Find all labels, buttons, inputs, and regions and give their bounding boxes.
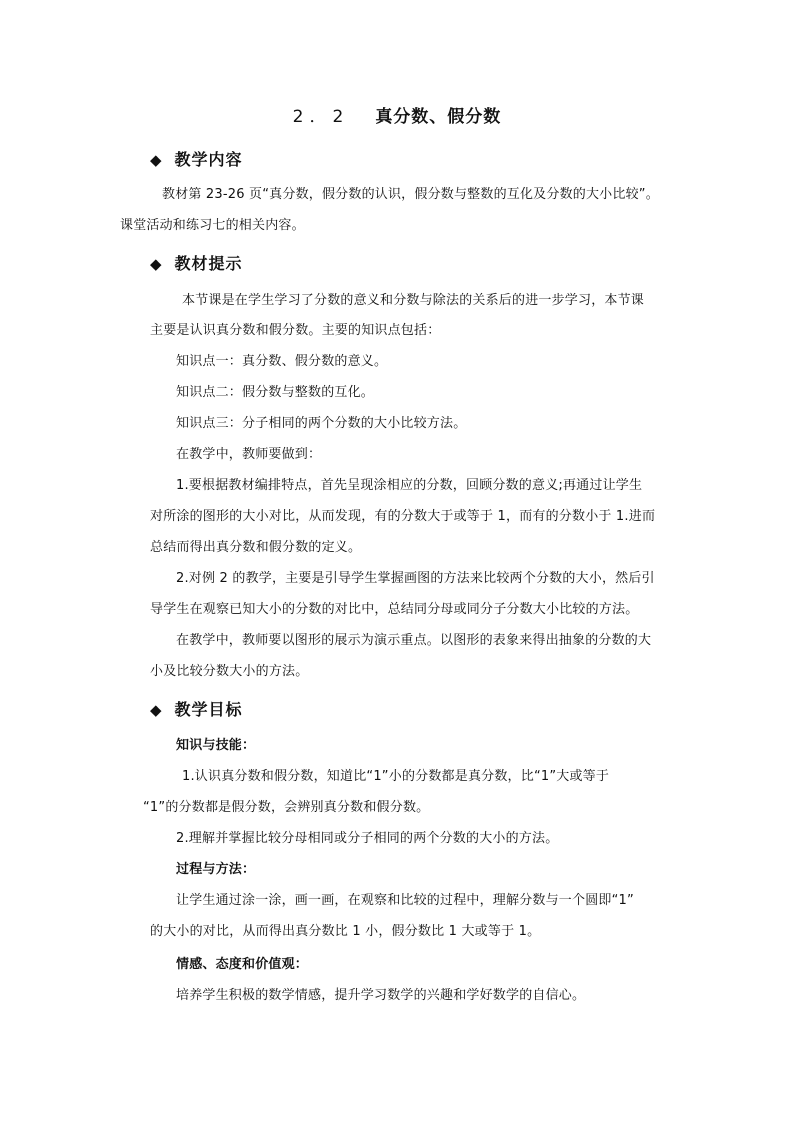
content-line-1: 教材第 23-26 页“真分数，假分数的认识，假分数与整数的互化及分数的大小比较”。 xyxy=(162,187,659,202)
tips-line-1: 本节课是在学生学习了分数的意义和分数与除法的关系后的进一步学习，本节课 xyxy=(182,293,645,308)
heading-teaching-goals xyxy=(150,700,243,720)
diamond-bullet-icon: ◆ xyxy=(150,701,163,719)
tips-line-12: 在教学中，教师要以图形的展示为演示重点。以图形的表象来得出抽象的分数的大 xyxy=(176,633,652,648)
tips-line-4: 知识点二：假分数与整数的互化。 xyxy=(176,385,375,400)
heading-textbook-tips xyxy=(150,254,243,274)
knowledge-line-3: 2.理解并掌握比较分母相同或分子相同的两个分数的大小的方法。 xyxy=(176,831,559,846)
process-line-2: 的大小的对比，从而得出真分数比 1 小，假分数比 1 大或等于 1。 xyxy=(150,924,541,939)
tips-line-3: 知识点一：真分数、假分数的意义。 xyxy=(176,354,388,369)
tips-line-13: 小及比较分数大小的方法。 xyxy=(150,664,309,679)
heading-text: 教学内容 xyxy=(174,150,243,169)
tips-line-9: 总结而得出真分数和假分数的定义。 xyxy=(150,540,362,555)
tips-line-5: 知识点三：分子相同的两个分数的大小比较方法。 xyxy=(176,416,467,431)
content-line-2: 课堂活动和练习七的相关内容。 xyxy=(120,218,305,233)
heading-text: 教学目标 xyxy=(174,700,243,719)
tips-line-7: 1.要根据教材编排特点，首先呈现涂相应的分数，回顾分数的意义;再通过让学生 xyxy=(176,478,643,493)
section-number: 2．2 xyxy=(292,107,350,127)
tips-line-8: 对所涂的图形的大小对比，从而发现，有的分数大于或等于 1，而有的分数小于 1.进而 xyxy=(150,509,656,524)
tips-line-10: 2.对例 2 的教学，主要是引导学生掌握画图的方法来比较两个分数的大小，然后引 xyxy=(176,571,655,586)
tips-line-11: 导学生在观察已知大小的分数的对比中，总结同分母或同分子分数大小比较的方法。 xyxy=(150,602,639,617)
process-methods-label: 过程与方法： xyxy=(176,862,256,877)
title-text: 真分数、假分数 xyxy=(375,107,502,127)
page-title xyxy=(0,106,794,128)
process-line-1: 让学生通过涂一涂，画一画，在观察和比较的过程中，理解分数与一个圆即“1” xyxy=(176,893,634,908)
knowledge-skills-label: 知识与技能： xyxy=(176,738,256,753)
tips-line-2: 主要是认识真分数和假分数。主要的知识点包括： xyxy=(150,323,441,338)
diamond-bullet-icon: ◆ xyxy=(150,151,163,169)
emotion-values-label: 情感、态度和价值观： xyxy=(176,957,309,972)
heading-text: 教材提示 xyxy=(174,254,243,273)
heading-teaching-content xyxy=(150,150,243,170)
knowledge-line-2: “1”的分数都是假分数，会辨别真分数和假分数。 xyxy=(143,800,430,815)
emotion-line-1: 培养学生积极的数学情感，提升学习数学的兴趣和学好数学的自信心。 xyxy=(176,988,586,1003)
diamond-bullet-icon: ◆ xyxy=(150,255,163,273)
tips-line-6: 在教学中，教师要做到： xyxy=(176,447,322,462)
knowledge-line-1: 1.认识真分数和假分数，知道比“1”小的分数都是真分数，比“1”大或等于 xyxy=(182,769,610,784)
